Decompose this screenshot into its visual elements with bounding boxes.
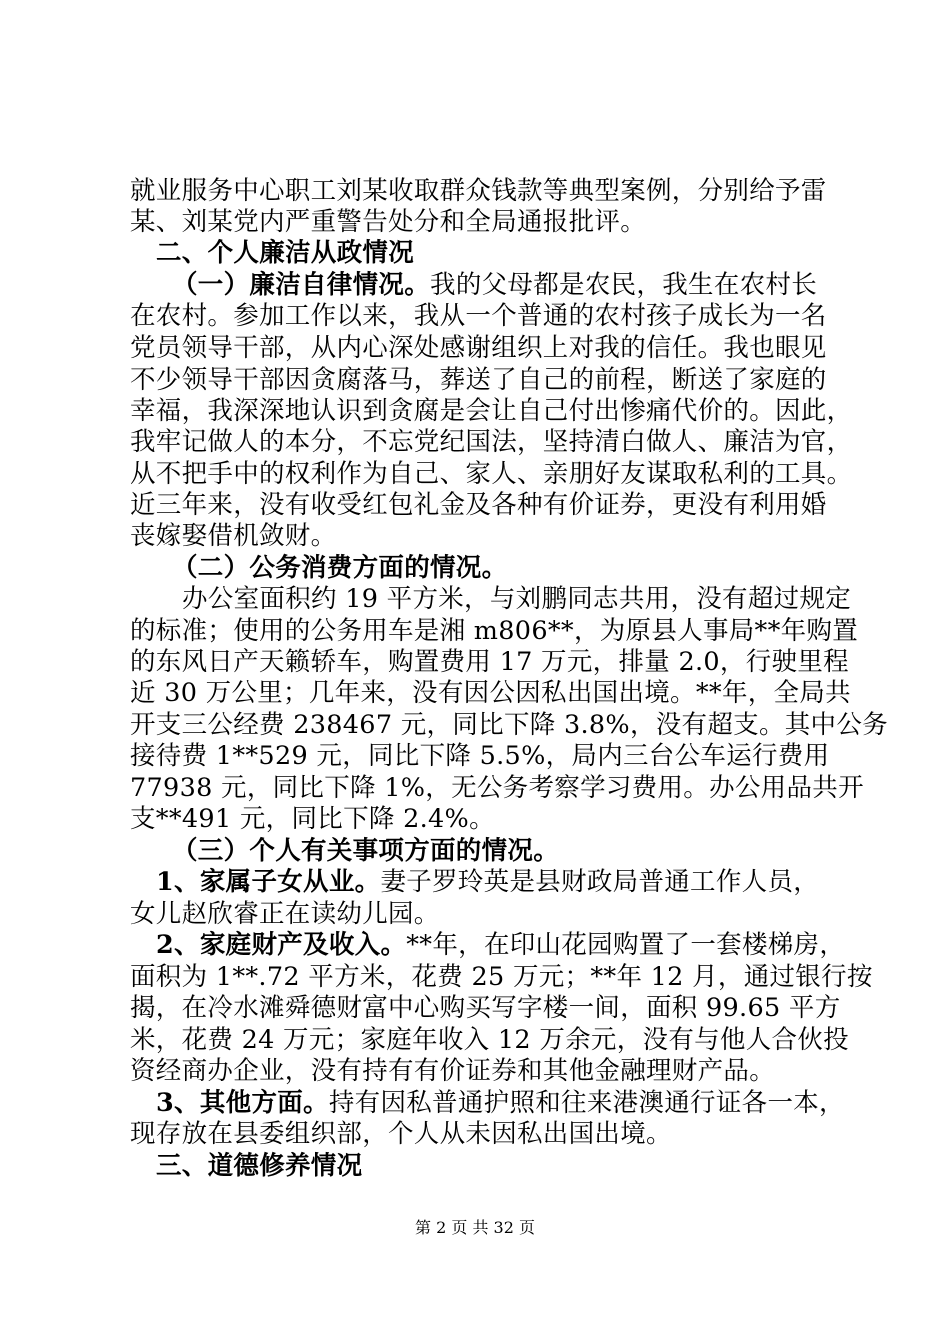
text-line: 不少领导干部因贪腐落马，葬送了自己的前程，断送了家庭的 [130, 365, 827, 395]
text-line: 近 30 万公里；几年来，没有因公因私出国出境。**年，全局共 [130, 678, 851, 708]
text-line: 近三年来，没有收受红包礼金及各种有价证券，更没有利用婚 [130, 490, 827, 520]
text-span: 持有因私普通护照和往来港澳通行证各一本， [328, 1088, 845, 1118]
text-line: 资经商办企业，没有持有有价证券和其他金融理财产品。 [130, 1056, 776, 1086]
text-line: 77938 元，同比下降 1%，无公务考察学习费用。办公用品共开 [130, 773, 864, 803]
text-line: 从不把手中的权利作为自己、家人、亲朋好友谋取私利的工具。 [130, 459, 853, 489]
text-line: 开支三公经费 238467 元，同比下降 3.8%，没有超支。其中公务 [130, 710, 888, 740]
text-span: 妻子罗玲英是县财政局普通工作人员， [380, 867, 820, 897]
text-line: 的东风日产天籁轿车，购置费用 17 万元，排量 2.0，行驶里程 [130, 647, 849, 677]
text-line: 米，花费 24 万元；家庭年收入 12 万余元，没有与他人合伙投 [130, 1025, 849, 1055]
subheading-1: （一）廉洁自律情况。 [172, 270, 431, 300]
paragraph-line [172, 270, 817, 300]
paragraph-line [156, 867, 819, 897]
text-line: 现存放在县委组织部，个人从未因私出国出境。 [130, 1119, 672, 1149]
item-heading-3: 3、其他方面。 [156, 1088, 329, 1118]
section-heading-3: 三、道德修养情况 [156, 1151, 363, 1181]
text-line: 幸福，我深深地认识到贪腐是会让自己付出惨痛代价的。因此， [130, 396, 853, 426]
text-line: 揭，在冷水滩舜德财富中心购买写字楼一间，面积 99.65 平方 [130, 993, 841, 1023]
text-line: 就业服务中心职工刘某收取群众钱款等典型案例，分别给予雷 [130, 176, 827, 206]
text-line: 在农村。参加工作以来，我从一个普通的农村孩子成长为一名 [130, 301, 827, 331]
text-line: 接待费 1**529 元，同比下降 5.5%，局内三台公车运行费用 [130, 741, 830, 771]
text-line: 丧嫁娶借机敛财。 [130, 521, 337, 551]
paragraph-line [156, 1088, 845, 1118]
text-line: 某、刘某党内严重警告处分和全局通报批评。 [130, 207, 647, 237]
text-span: **年，在印山花园购置了一套楼梯房， [406, 930, 846, 960]
page-number-footer: 第 2 页 共 32 页 [415, 1218, 535, 1237]
text-span: 我的父母都是农民，我生在农村长 [430, 270, 818, 300]
subheading-2: （二）公务消费方面的情况。 [172, 553, 508, 583]
item-heading-1: 1、家属子女从业。 [156, 867, 381, 897]
text-line: 面积为 1**.72 平方米，花费 25 万元；**年 12 月，通过银行按 [130, 962, 873, 992]
text-line: 女儿赵欣睿正在读幼儿园。 [130, 899, 440, 929]
text-line: 支**491 元，同比下降 2.4%。 [130, 804, 495, 834]
paragraph-line [156, 930, 845, 960]
section-heading-2: 二、个人廉洁从政情况 [156, 238, 415, 268]
text-line: 的标准；使用的公务用车是湘 m806**，为原县人事局**年购置 [130, 616, 859, 646]
text-line: 办公室面积约 19 平方米，与刘鹏同志共用，没有超过规定 [182, 584, 852, 614]
text-line: 我牢记做人的本分，不忘党纪国法，坚持清白做人、廉洁为官， [130, 427, 853, 457]
text-line: 党员领导干部，从内心深处感谢组织上对我的信任。我也眼见 [130, 333, 827, 363]
subheading-3: （三）个人有关事项方面的情况。 [172, 836, 560, 866]
item-heading-2: 2、家庭财产及收入。 [156, 930, 407, 960]
